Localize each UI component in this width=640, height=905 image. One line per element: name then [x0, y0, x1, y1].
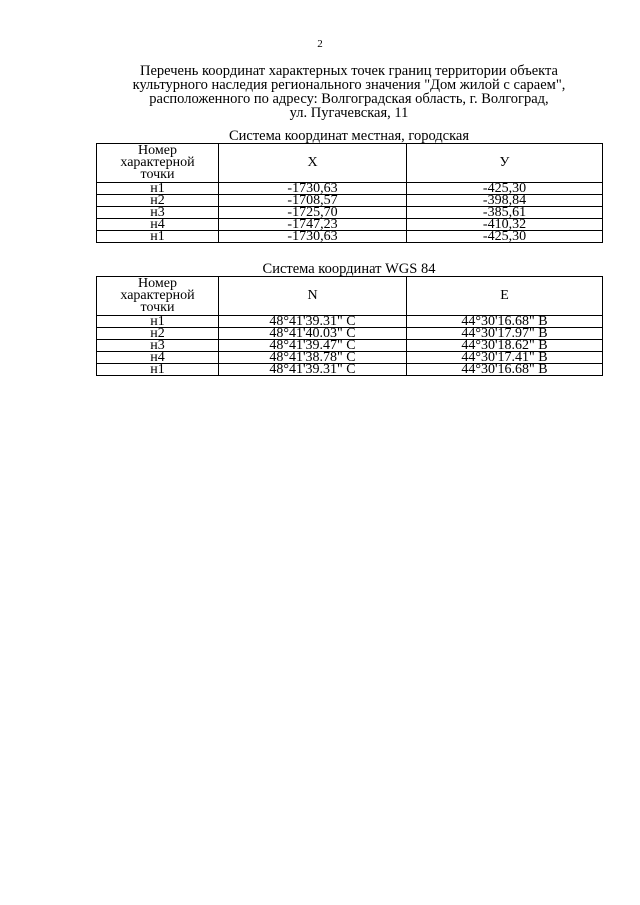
title-line: расположенного по адресу: Волгоградская область, г. Волгоград, — [149, 91, 549, 107]
coord-x: -1708,57 — [219, 195, 407, 207]
coord-latitude: 48°41'40.03" С — [219, 328, 407, 340]
document-title — [96, 64, 602, 120]
coord-longitude: 44°30'18.62" В — [407, 340, 603, 352]
header-line: точки — [140, 167, 175, 182]
coord-latitude: 48°41'38.78" С — [219, 352, 407, 364]
point-number: н1 — [97, 231, 219, 243]
wgs-coords-caption: Система координат WGS 84 — [262, 261, 436, 277]
table-row — [97, 195, 603, 207]
header-e: E — [407, 277, 603, 316]
coord-x: -1725,70 — [219, 207, 407, 219]
point-number: н1 — [97, 364, 219, 376]
coord-longitude: 44°30'16.68" В — [407, 316, 603, 328]
header-line: характерной — [120, 288, 195, 303]
table-row — [97, 364, 603, 376]
point-number: н2 — [97, 195, 219, 207]
table-row — [97, 231, 603, 243]
table-row — [97, 207, 603, 219]
header-line: Номер — [138, 143, 177, 158]
coord-y: -398,84 — [407, 195, 603, 207]
coord-y: -410,32 — [407, 219, 603, 231]
coord-x: -1730,63 — [219, 231, 407, 243]
title-line: культурного наследия регионального значения "Дом жилой с сараем", — [132, 77, 566, 93]
table-header-row — [97, 144, 603, 183]
coord-longitude: 44°30'16.68" В — [407, 364, 603, 376]
coord-y: -385,61 — [407, 207, 603, 219]
header-point-number — [97, 144, 219, 183]
local-coords-caption: Система координат местная, городская — [228, 128, 470, 144]
coord-longitude: 44°30'17.41" В — [407, 352, 603, 364]
title-line: Перечень координат характерных точек границ территории объекта — [140, 63, 558, 79]
coord-x: -1747,23 — [219, 219, 407, 231]
header-line: Номер — [138, 276, 177, 291]
coord-x: -1730,63 — [219, 183, 407, 195]
table-row — [97, 183, 603, 195]
coord-y: -425,30 — [407, 183, 603, 195]
local-coords-table — [96, 143, 603, 243]
point-number: н1 — [97, 316, 219, 328]
header-line: точки — [140, 300, 175, 315]
point-number: н4 — [97, 352, 219, 364]
table-header-row — [97, 277, 603, 316]
page-number: 2 — [317, 38, 323, 50]
point-number: н3 — [97, 207, 219, 219]
header-line: характерной — [120, 155, 195, 170]
point-number: н4 — [97, 219, 219, 231]
coord-latitude: 48°41'39.47" С — [219, 340, 407, 352]
point-number: н3 — [97, 340, 219, 352]
point-number: н2 — [97, 328, 219, 340]
coord-latitude: 48°41'39.31" С — [219, 316, 407, 328]
header-x: X — [219, 144, 407, 183]
header-n: N — [219, 277, 407, 316]
coord-longitude: 44°30'17.97" В — [407, 328, 603, 340]
title-line: ул. Пугачевская, 11 — [289, 105, 409, 121]
coord-latitude: 48°41'39.31" С — [219, 364, 407, 376]
wgs-coords-table — [96, 276, 603, 376]
header-point-number — [97, 277, 219, 316]
coord-y: -425,30 — [407, 231, 603, 243]
table-row — [97, 219, 603, 231]
header-y: У — [407, 144, 603, 183]
point-number: н1 — [97, 183, 219, 195]
